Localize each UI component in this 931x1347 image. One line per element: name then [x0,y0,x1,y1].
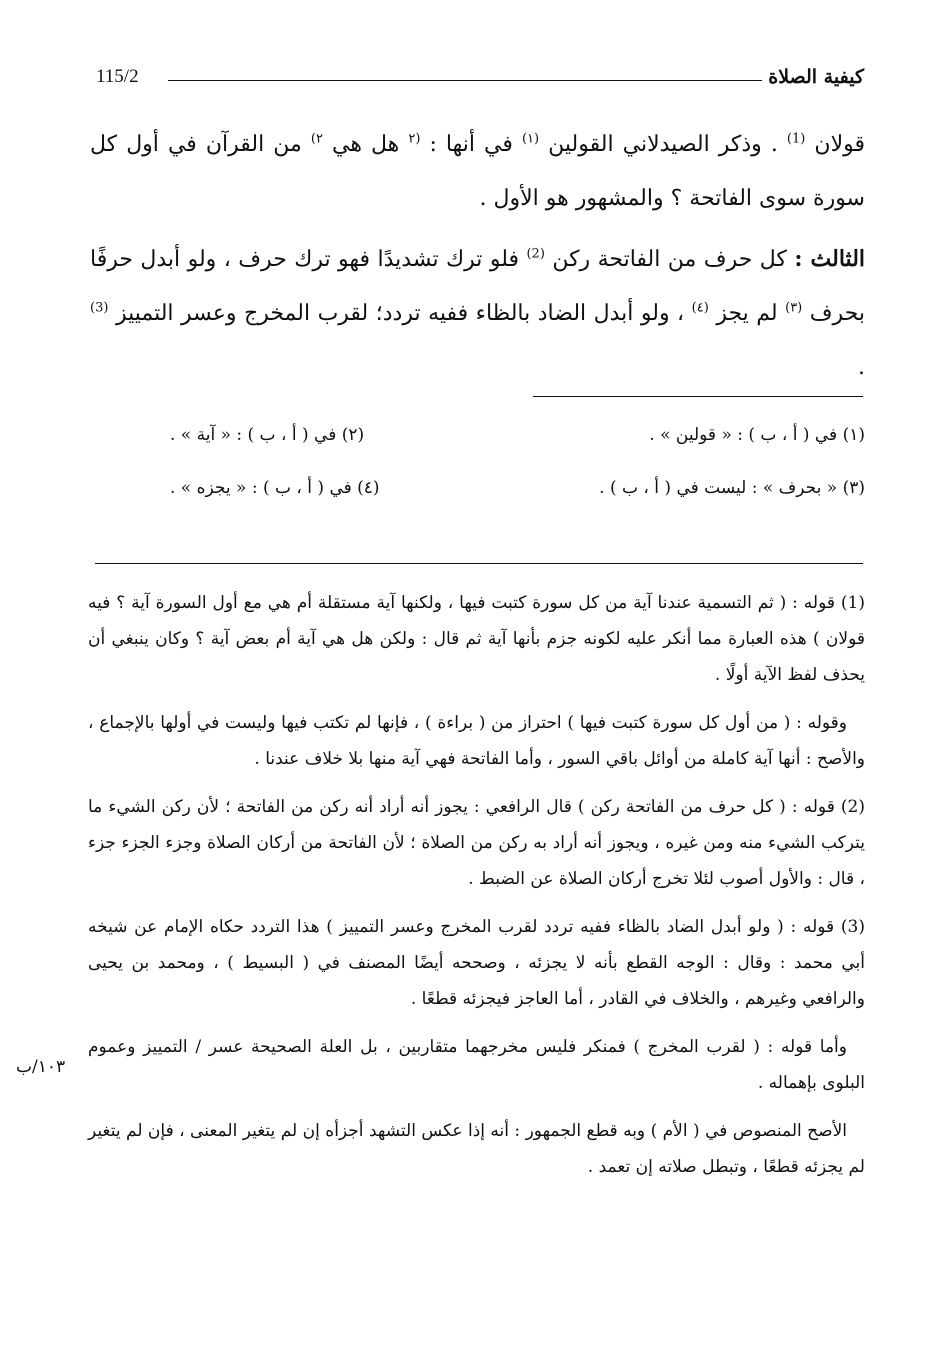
footnote-ref[interactable]: (3) [90,300,109,316]
commentary-note-1-cont: وقوله : ( من أول كل سورة كتبت فيها ) احتراز من ( براءة ) ، فإنها لم تكتب فيها وليست في أولها بالإجماع ، والأصح : أنها آية كاملة من أوائل باقي السور ، وأما الفاتحة فهي آية منها بلا خلاف عندنا . [88,713,865,769]
text-span: ، ولو أبدل الضاد بالظاء ففيه تردد؛ لقرب المخرج وعسر التمييز [115,301,685,326]
text-span: . [858,355,865,380]
page-header [96,66,864,90]
text-span: لم يجز [716,301,778,326]
commentary-note-4: الأصح المنصوص في ( الأم ) وبه قطع الجمهور : أنه إذا عكس التشهد أجزأه إن لم يتغير المعنى ، فإن لم يتغير لم يجزئه قطعًا ، وتبطل صلاته إن تعمد . [88,1121,865,1177]
commentary-note-3: (3) قوله : ( ولو أبدل الضاد بالظاء ففيه تردد لقرب المخرج وعسر التمييز ) هذا التردد حكاه الإمام عن شيخه أبي محمد : وقال : الوجه القطع بأنه لا يجزئه ، وصححه أيضًا المصنف في ( البسيط ) ، ومحمد بن يحيى والرافعي وغيرهم ، والخلاف في القادر ، أما العاجز فيجزئه قطعًا . [88,917,865,1009]
footnote-4: (٤) في ( أ ، ب ) : « يجزه » . [170,478,380,498]
main-paragraph-2 [90,232,865,395]
commentary-note-2: (2) قوله : ( كل حرف من الفاتحة ركن ) قال الرافعي : يجوز أنه أراد أنه ركن من الفاتحة ؛ لأن ركن الشيء ما يتركب الشيء منه ومن غيره ، ويجوز أنه أراد به ركن من الصلاة ؛ لأن الفاتحة من أركان الصلاة وجزء الجزء جزء ، قال : والأول أصوب لئلا تخرج أركان الصلاة عن الضبط . [88,797,865,889]
footnote-ref[interactable]: (2) [526,246,545,262]
text-span: . وذكر الصيدلاني القولين [548,132,778,157]
manuscript-folio-marker: ١٠٣/ب [16,1057,66,1077]
text-span: هل هي [332,132,400,157]
chapter-title: كيفية الصلاة [768,66,864,88]
header-rule [168,80,762,81]
main-paragraph-1 [90,118,865,226]
footnote-1: (١) في ( أ ، ب ) : « قولين » . [649,425,865,445]
footnote-row [150,478,865,508]
text-span: كل حرف من الفاتحة ركن [552,247,787,272]
footnote-ref[interactable]: (١) [521,131,540,147]
footnote-2: (٢) في ( أ ، ب ) : « آية » . [170,425,365,445]
footnote-ref[interactable]: ٢) [310,131,323,147]
commentary-note-3-cont: وأما قوله : ( لقرب المخرج ) فمنكر فليس مخرجهما متقاربين ، بل العلة الصحيحة عسر / التمييز وعموم البلوى بإهماله . [88,1037,865,1093]
commentary-section [88,585,865,1197]
footnote-row [150,425,865,455]
text-span: فلو ترك تشديدًا فهو ترك حرف ، ولو أبدل حرفًا بحرف [90,247,866,326]
commentary-separator [95,563,863,564]
footnote-ref[interactable]: (٣) [785,300,803,316]
footnote-separator [533,396,863,397]
footnote-ref[interactable]: (1) [786,131,806,147]
section-lead: الثالث : [794,246,866,272]
footnote-ref[interactable]: (٢ [408,131,421,147]
footnote-ref[interactable]: (٤) [691,300,709,316]
footnote-3: (٣) « بحرف » : ليست في ( أ ، ب ) . [599,478,865,498]
main-text [90,118,865,395]
text-span: من القرآن في أول كل سورة سوى الفاتحة ؟ والمشهور هو الأول . [90,132,865,211]
text-span: قولان [814,132,865,157]
commentary-note-1: (1) قوله : ( ثم التسمية عندنا آية من كل سورة كتبت فيها ، ولكنها آية مستقلة أم هي مع أول السورة آية ؟ فيه قولان ) هذه العبارة مما أنكر عليه لكونه جزم بأنها آية ثم قال : ولكن هل هي آية أم بعض آية ؟ وكان ينبغي أن يحذف لفظ الآية أولًا . [88,593,865,685]
text-span: في أنها : [429,132,513,157]
page-number: 115/2 [96,66,139,87]
